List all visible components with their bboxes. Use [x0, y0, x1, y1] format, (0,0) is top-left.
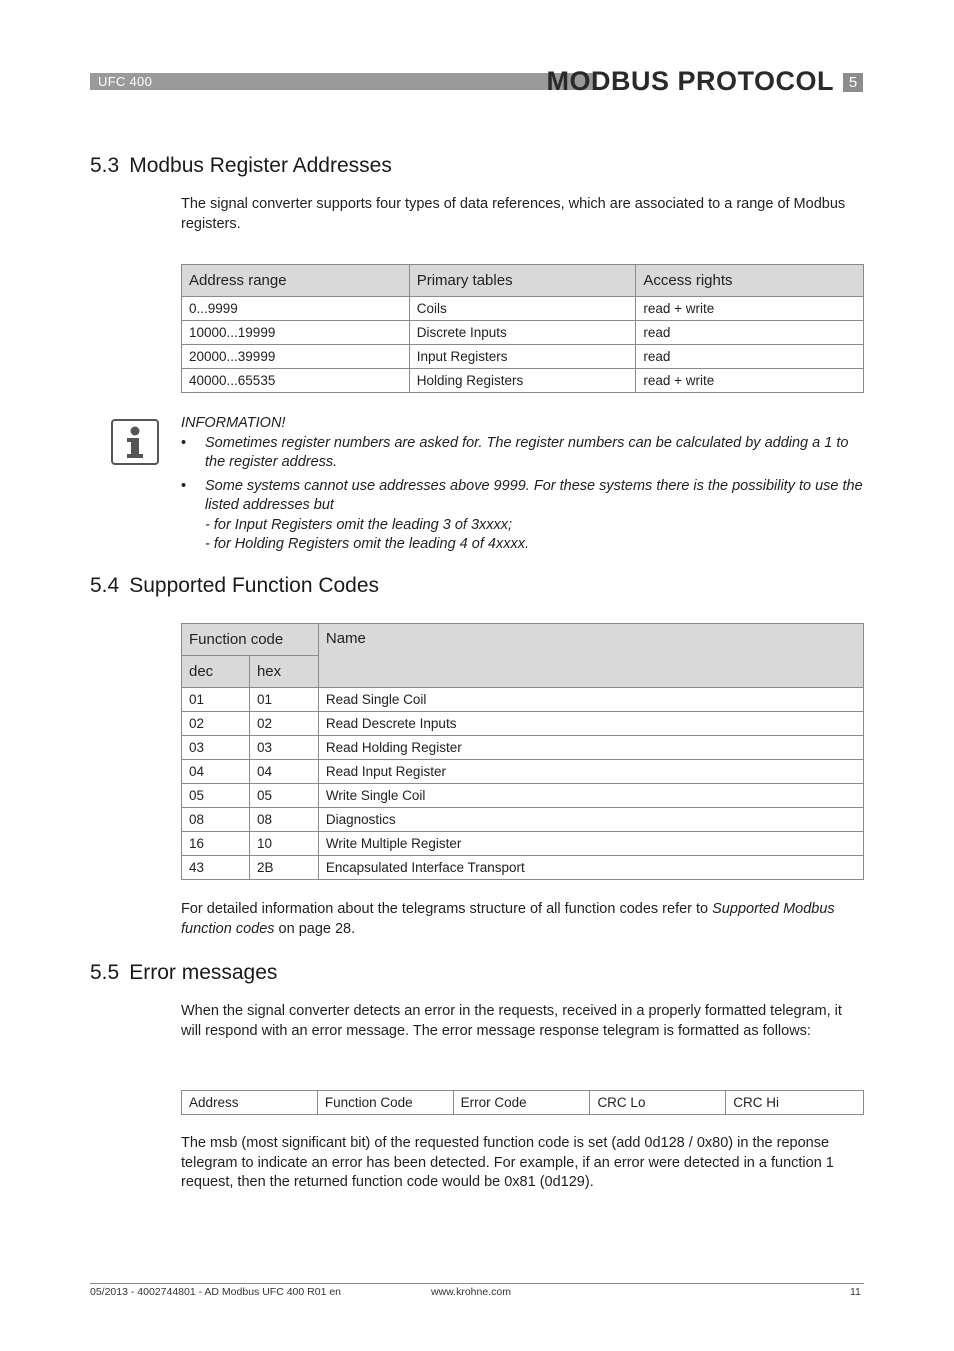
header-chapter-number: 5: [843, 73, 863, 92]
list-item-text: Some systems cannot use addresses above 9999. For these systems there is the possibility to use the listed addresses but: [205, 477, 863, 513]
table-row: [182, 712, 864, 736]
table-cell: 20000...39999: [182, 345, 410, 369]
table-cell: 10000...19999: [182, 321, 410, 345]
section-5-4-reference: [181, 900, 863, 939]
section-number: 5.5: [90, 961, 120, 984]
reference-text: For detailed information about the telegrams structure of all function codes refer to: [181, 901, 713, 917]
table-row: [182, 1091, 864, 1115]
table-cell: 03: [182, 736, 250, 760]
footer-url[interactable]: www.krohne.com: [431, 1286, 511, 1298]
section-5-3-heading: [90, 153, 392, 179]
table-header-row: [182, 624, 864, 656]
table-cell: Discrete Inputs: [409, 321, 636, 345]
table-cell: 05: [249, 784, 318, 808]
table-cell: 0...9999: [182, 297, 410, 321]
table-cell: read: [636, 321, 864, 345]
column-header: dec: [182, 656, 250, 688]
table-cell: Function Code: [317, 1091, 453, 1115]
table-cell: 40000...65535: [182, 369, 410, 393]
table-cell: read + write: [636, 297, 864, 321]
table-row: [182, 688, 864, 712]
information-list: [181, 434, 871, 555]
table-cell: 05: [182, 784, 250, 808]
table-cell: Encapsulated Interface Transport: [318, 856, 863, 880]
list-item: [181, 477, 871, 555]
table-cell: 16: [182, 832, 250, 856]
section-number: 5.4: [90, 574, 120, 597]
table-row: [182, 736, 864, 760]
table-cell: Coils: [409, 297, 636, 321]
information-note: [181, 414, 871, 559]
register-address-table: [181, 264, 864, 393]
column-header: Name: [318, 624, 863, 688]
column-header: Address range: [182, 265, 410, 297]
footer-divider: [90, 1283, 864, 1284]
table-row: [182, 832, 864, 856]
table-cell: Read Descrete Inputs: [318, 712, 863, 736]
table-cell: Diagnostics: [318, 808, 863, 832]
section-title: Error messages: [129, 961, 278, 984]
table-cell: Read Single Coil: [318, 688, 863, 712]
table-cell: CRC Hi: [726, 1091, 864, 1115]
table-header-row: [182, 265, 864, 297]
table-row: [182, 808, 864, 832]
table-row: [182, 784, 864, 808]
footer-document-id: 05/2013 - 4002744801 - AD Modbus UFC 400 R01 en: [90, 1286, 342, 1298]
list-item-subline: - for Holding Registers omit the leading 4 of 4xxxx.: [205, 536, 529, 552]
table-cell: 01: [182, 688, 250, 712]
list-item-text: Sometimes register numbers are asked for. The register numbers can be calculated by adding a 1 to the register address.: [205, 434, 849, 470]
header-bar: [90, 73, 593, 90]
table-cell: 04: [182, 760, 250, 784]
section-title: Supported Function Codes: [129, 574, 380, 597]
table-row: [182, 321, 864, 345]
table-cell: Address: [182, 1091, 318, 1115]
table-cell: Write Single Coil: [318, 784, 863, 808]
table-row: [182, 345, 864, 369]
table-row: [182, 856, 864, 880]
column-header: Function code: [182, 624, 319, 656]
table-cell: Error Code: [453, 1091, 590, 1115]
list-item: [181, 434, 871, 473]
reference-text: on page 28.: [274, 920, 356, 937]
table-cell: 08: [182, 808, 250, 832]
table-cell: 08: [249, 808, 318, 832]
table-cell: 04: [249, 760, 318, 784]
column-header: Primary tables: [409, 265, 636, 297]
header-title: MODBUS PROTOCOL: [546, 66, 834, 96]
table-row: [182, 760, 864, 784]
error-telegram-table: [181, 1090, 864, 1115]
cross-reference-link[interactable]: Supported Modbus function codes: [181, 901, 835, 937]
table-cell: Read Holding Register: [318, 736, 863, 760]
table-cell: Write Multiple Register: [318, 832, 863, 856]
table-cell: 43: [182, 856, 250, 880]
bullet: •: [181, 477, 187, 494]
header-product: UFC 400: [98, 74, 153, 89]
table-cell: Read Input Register: [318, 760, 863, 784]
section-number: 5.3: [90, 154, 120, 177]
table-cell: 2B: [249, 856, 318, 880]
table-cell: 10: [249, 832, 318, 856]
information-title: INFORMATION!: [181, 415, 286, 431]
section-5-3-intro: The signal converter supports four types of data references, which are associated to a range of Modbus registers.: [181, 196, 846, 232]
information-icon: [111, 419, 159, 465]
table-cell: 03: [249, 736, 318, 760]
table-cell: CRC Lo: [590, 1091, 726, 1115]
section-5-5-outro: The msb (most significant bit) of the requested function code is set (add 0d128 / 0x80) in the reponse telegram to indicate an error has been detected. For example, if an error were detected in a function 1 request, then the returned function code would be 0x81 (0d129).: [181, 1135, 834, 1190]
section-5-4-heading: [90, 573, 379, 599]
table-cell: read + write: [636, 369, 864, 393]
table-cell: Input Registers: [409, 345, 636, 369]
section-5-5-intro: When the signal converter detects an error in the requests, received in a properly formatted telegram, it will respond with an error message. The error message response telegram is formatted as follows:: [181, 1003, 842, 1039]
table-row: [182, 369, 864, 393]
column-header: hex: [249, 656, 318, 688]
function-code-table: [181, 623, 864, 880]
table-cell: Holding Registers: [409, 369, 636, 393]
table-cell: read: [636, 345, 864, 369]
column-header: Access rights: [636, 265, 864, 297]
bullet: •: [181, 434, 187, 451]
table-row: [182, 297, 864, 321]
section-5-5-heading: [90, 960, 277, 986]
table-cell: 02: [249, 712, 318, 736]
table-cell: 02: [182, 712, 250, 736]
footer-page-number: 11: [850, 1286, 861, 1298]
table-cell: 01: [249, 688, 318, 712]
list-item-subline: - for Input Registers omit the leading 3 of 3xxxx;: [205, 516, 513, 533]
section-title: Modbus Register Addresses: [129, 154, 392, 177]
